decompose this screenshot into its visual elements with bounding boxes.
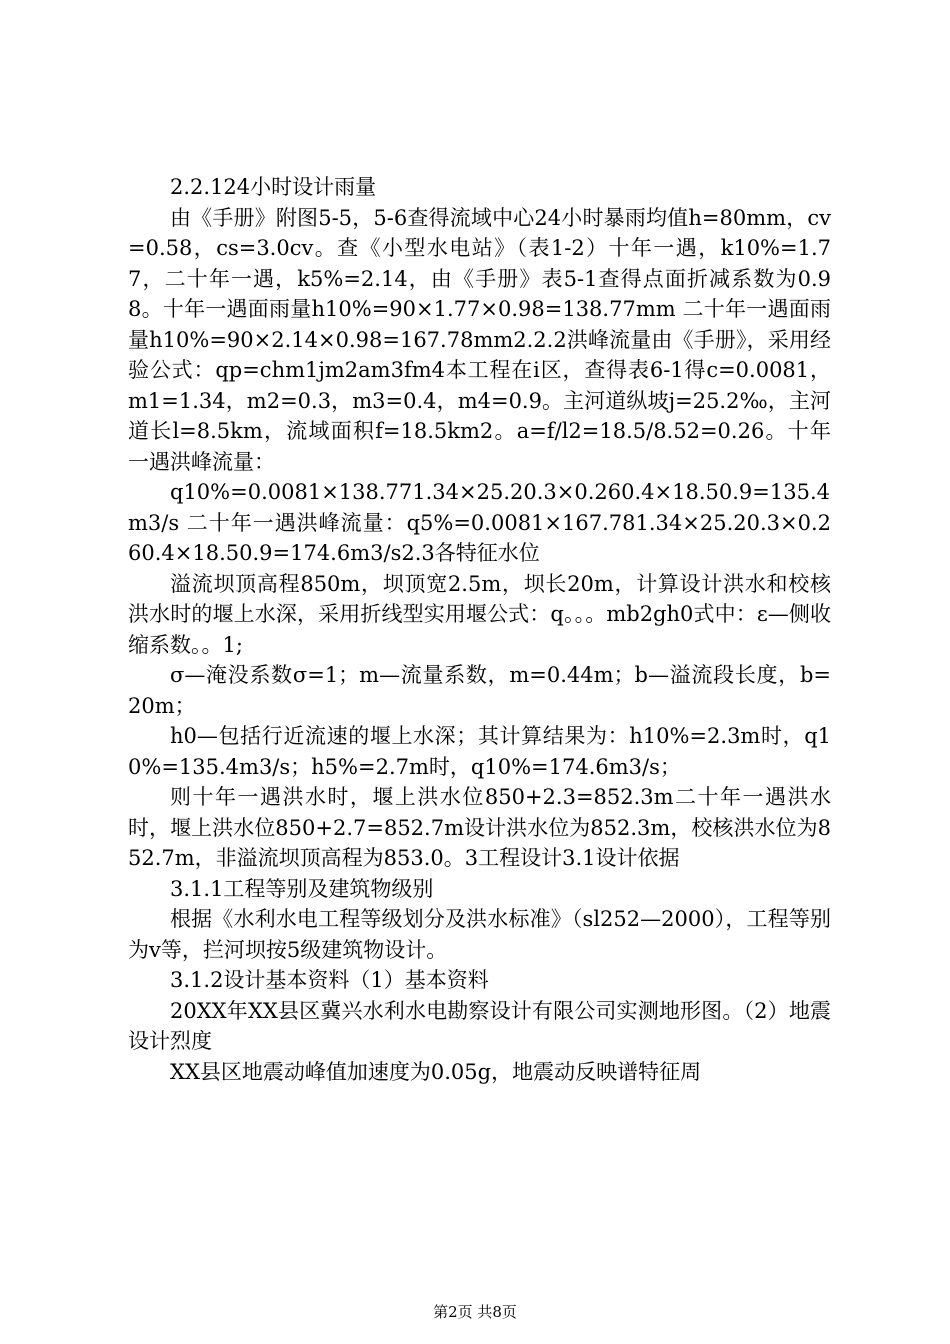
document-body [128,172,831,1087]
paragraph-results: h0—包括行近流速的堰上水深；其计算结果为：h10%=2.3m时，q10%=135.4m3/s；h5%=2.7m时，q10%=174.6m3/s； [128,724,831,779]
paragraph-peak-flow: q10%=0.0081×138.771.34×25.20.3×0.260.4×18.50.9=135.4m3/s 二十年一遇洪峰流量：q5%=0.0081×167.781.34×25.20.3×0.260.4×18.50.9=174.6m3/s2.3各特征水位 [128,480,831,565]
paragraph-seismic: XX县区地震动峰值加速度为0.05g，地震动反映谱特征周 [170,1059,702,1084]
section-heading-2-2-1: 2.2.124小时设计雨量 [170,175,377,199]
section-heading-3-1-1: 3.1.1工程等别及建筑物级别 [170,876,434,901]
paragraph-rainfall-calculation: 由《手册》附图5-5，5-6查得流域中心24小时暴雨均值h=80mm，cv=0.58，cs=3.0cv。查《小型水电站》（表1-2）十年一遇，k10%=1.77，二十年一遇，k5%=2.14，由《手册》表5-1查得点面折减系数为0.98。十年一遇面雨量h10%=90×1.77×0.98=138.77mm 二十年一遇面雨量h10%=90×2.14×0.98=167.78mm2.2.2洪峰流量由《手册》，采用经验公式：qp=chm1jm2am3fm4本工程在ⅰ区，查得表6-1得c=0.0081，m1=1.34，m2=0.3，m3=0.4，m4=0.9。主河道纵坡j=25.2‰，主河道长l=8.5km，流域面积f=18.5km2。a=f/l2=18.5/8.52=0.26。十年一遇洪峰流量： [128,205,831,474]
paragraph-survey-map: 20XX年XX县区冀兴水利水电勘察设计有限公司实测地形图。（2）地震设计烈度 [128,998,831,1053]
section-heading-3-1-2: 3.1.2设计基本资料（1）基本资料 [170,968,489,992]
paragraph-flood-levels: 则十年一遇洪水时，堰上洪水位850+2.3=852.3m二十年一遇洪水时，堰上洪水位850+2.7=852.7m设计洪水位为852.3m，校核洪水位为852.7m，非溢流坝顶高程为853.0。3工程设计3.1设计依据 [128,785,831,870]
paragraph-standards: 根据《水利水电工程等级划分及洪水标准》（sl252—2000），工程等别为ⅴ等，拦河坝按5级建筑物设计。 [128,907,831,962]
page-number-footer: 第2页 共8页 [433,1303,517,1321]
paragraph-coefficients: σ—淹没系数σ=1；m—流量系数，m=0.44m；b—溢流段长度，b=20m； [128,663,831,718]
paragraph-spillway: 溢流坝顶高程850m，坝顶宽2.5m，坝长20m，计算设计洪水和校核洪水时的堰上水深，采用折线型实用堰公式：q。。。mb2gh0式中：ε—侧收缩系数。。1; [128,571,831,657]
